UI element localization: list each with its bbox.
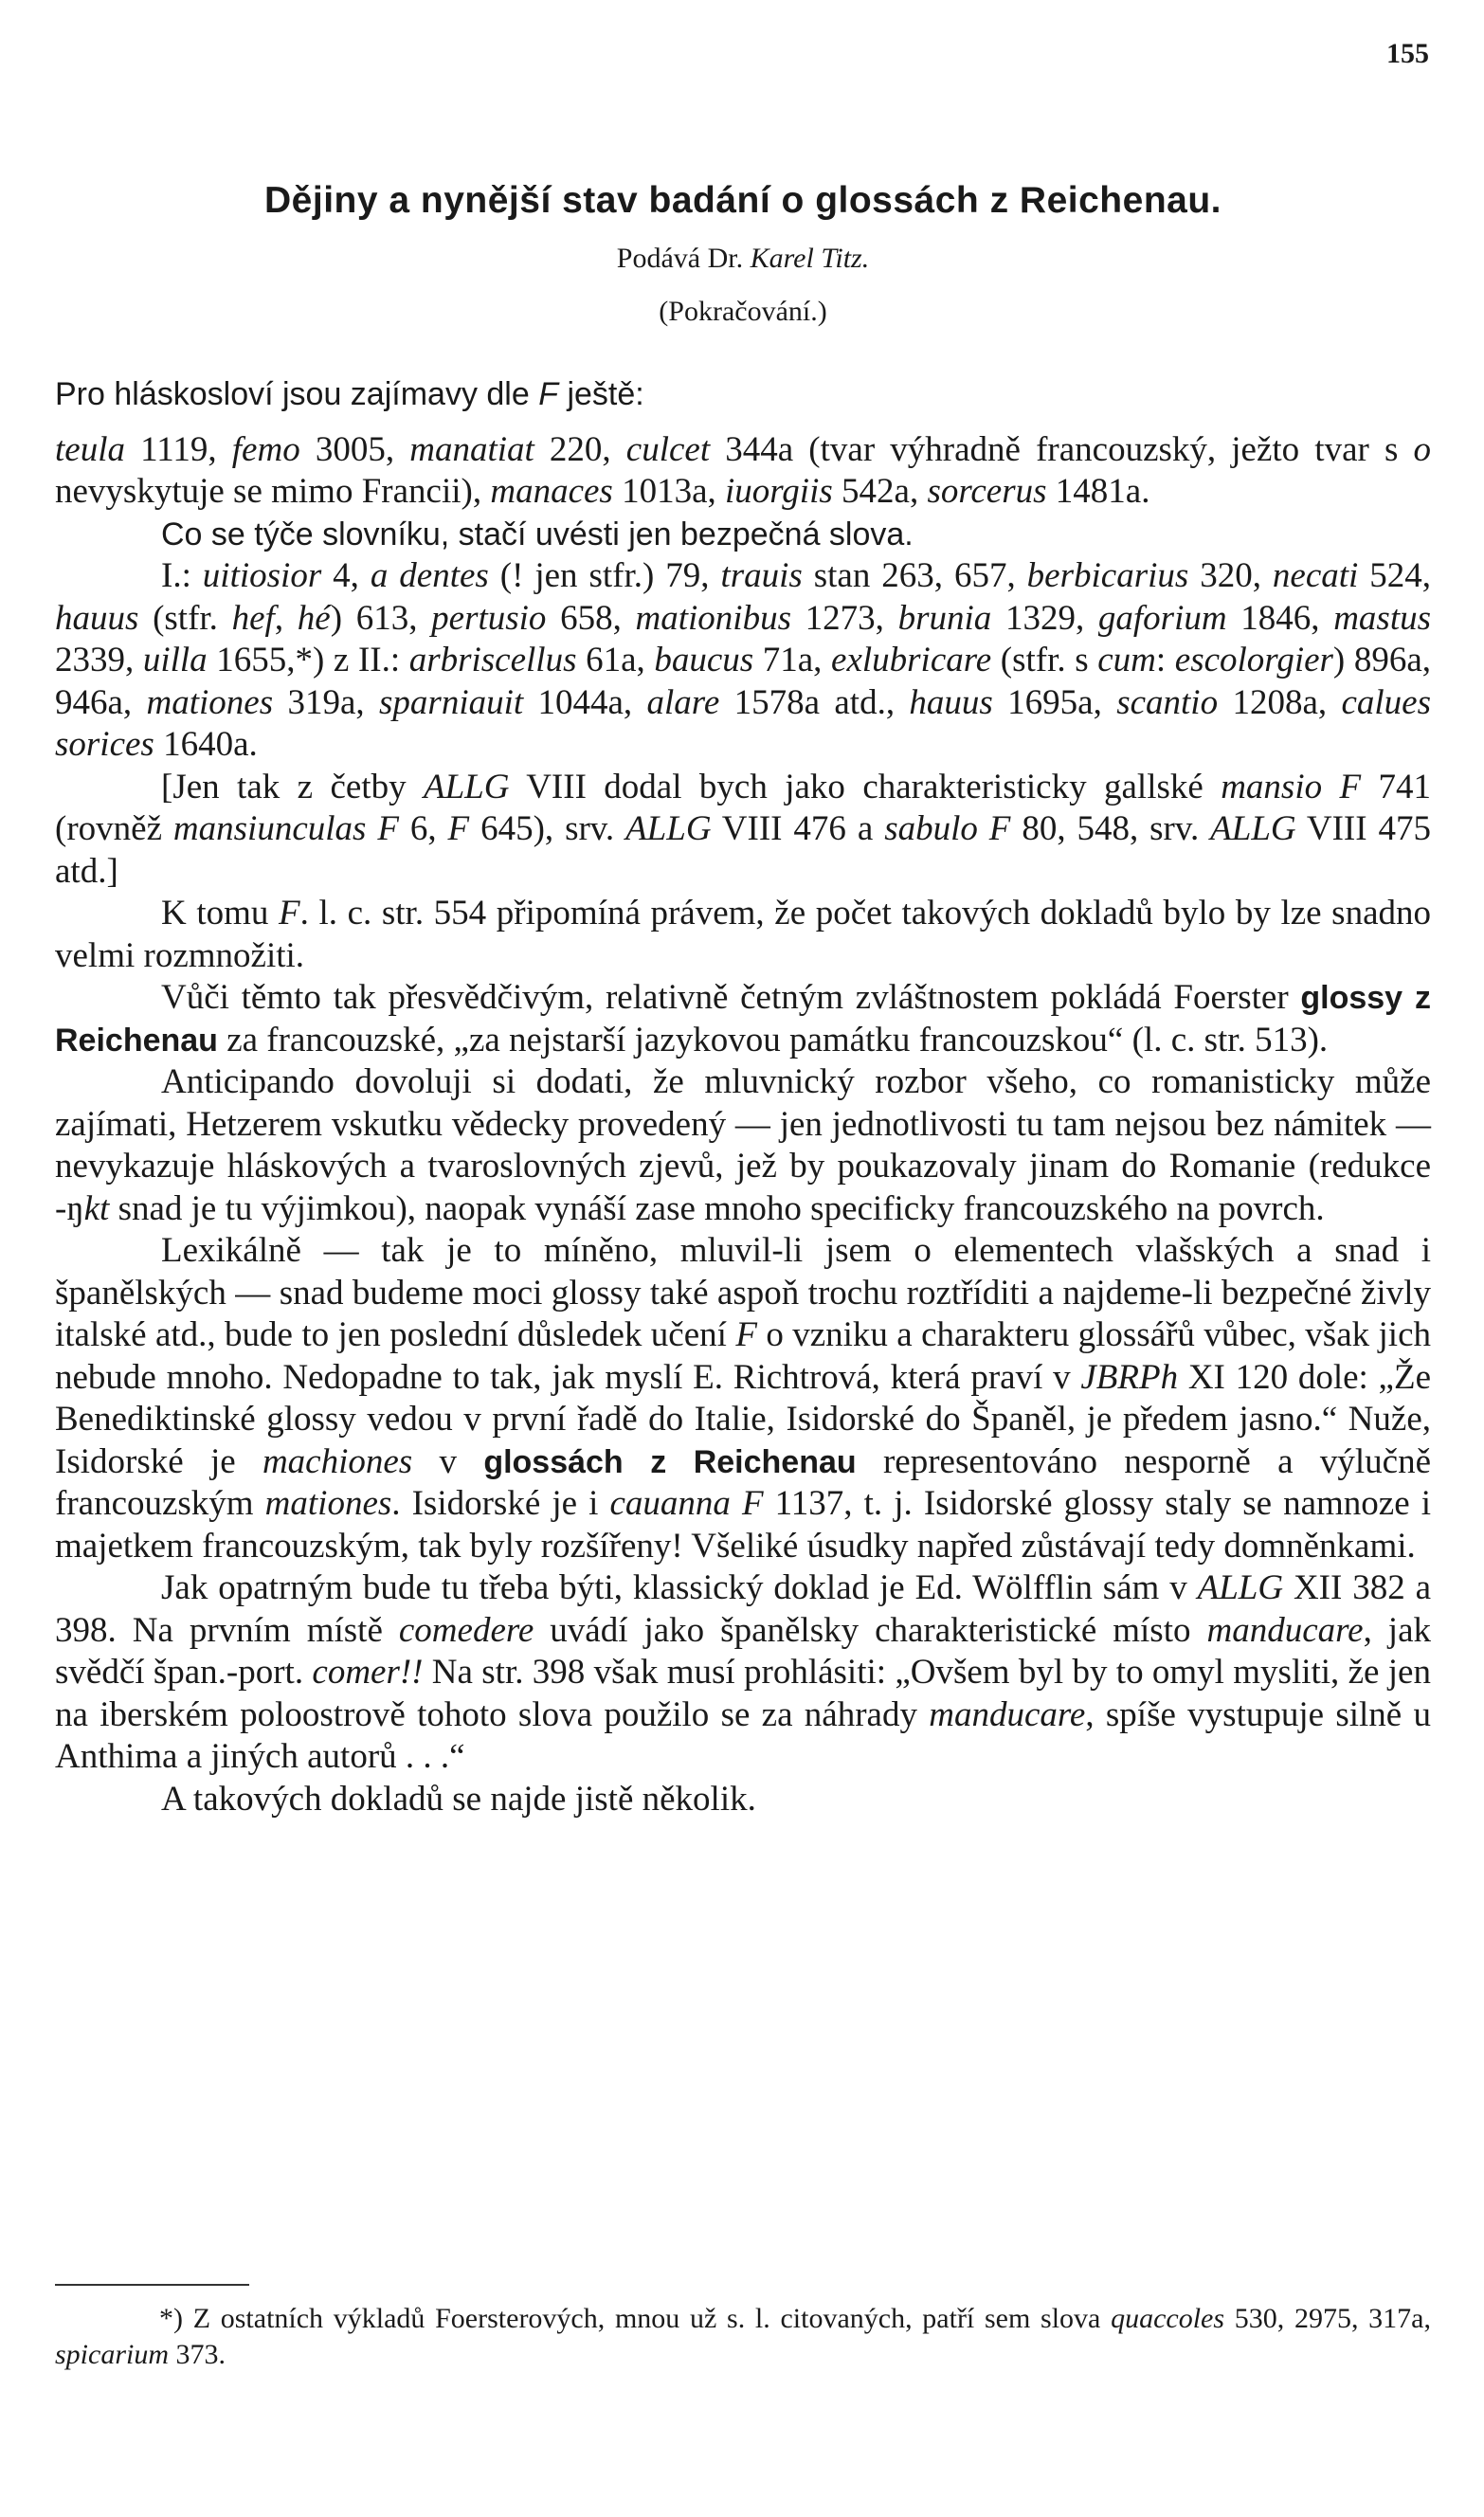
paragraph: I.: uitiosior 4, a dentes (! jen stfr.) 79, trauis stan 263, 657, berbicarius 320, necati 524, hauus (stfr. hef, hé) 613, pertusio 658, mationibus 1273, brunia 1329, gaforium 1846, mastus 2339, uilla 1655,*) z II.: arbriscellus 61a, baucus 71a, exlubricare (stfr. s cum: escolorgier) 896a, 946a, mationes 319a, sparniauit 1044a, alare 1578a atd., hauus 1695a, scantio 1208a, calues sorices 1640a. bbox=[55, 556, 1432, 764]
paragraph: K tomu F. l. c. str. 554 připomíná právem, že počet takových dokladů bylo by lze snadno velmi rozmnožiti. bbox=[55, 894, 1432, 975]
paragraph: [Jen tak z četby ALLG VIII dodal bych jako charakteristicky gallské mansio F 741 (rovněž mansiunculas F 6, F 645), srv. ALLG VIII 476 a sabulo F 80, 548, srv. ALLG VIII 475 atd.] bbox=[55, 767, 1432, 891]
article bbox=[55, 180, 1431, 1820]
paragraph: Jak opatrným bude tu třeba býti, klassický doklad je Ed. Wölfflin sám v ALLG XII 382 a 398. Na prvním místě comedere uvádí jako španělsky charakteristické místo manducare, jak svědčí špan.-port. comer!! Na str. 398 však musí prohlásiti: „Ovšem byl by to omyl mysliti, že jen na iberském poloostrově tohoto slova použilo se za náhrady manducare, spíše vystupuje silně u Anthima a jiných autorů . . .“ bbox=[55, 1568, 1432, 1776]
paragraph: Vůči těmto tak přesvědčivým, relativně četným zvláštnostem pokládá Foerster glossy z Reichenau za francouzské, „za nejstarší jazykovou památku francouzskou“ (l. c. str. 513). bbox=[55, 978, 1431, 1059]
paragraph: Pro hláskosloví jsou zajímavy dle F ještě: bbox=[55, 376, 644, 412]
author-name: Karel Titz. bbox=[750, 243, 870, 274]
byline bbox=[55, 243, 1431, 275]
body-text bbox=[55, 373, 1431, 1820]
paragraph: teula 1119, femo 3005, manatiat 220, culcet 344a (tvar výhradně francouzský, ježto tvar s o nevyskytuje se mimo Francii), manaces 1013a, iuorgiis 542a, sorcerus 1481a. bbox=[55, 429, 1431, 511]
paragraph: Anticipando dovoluji si dodati, že mluvnický rozbor všeho, co romanisticky může zajímati, Hetzerem vskutku vědecky provedený — jen jednotlivosti tu tam nejsou bez námitek — nevykazuje hláskových a tvaroslovných zjevů, jež by poukazovaly jinam do Romanie (redukce -ŋkt snad je tu výjimkou), naopak vynáší zase mnoho specificky francouzského na povrch. bbox=[55, 1062, 1431, 1228]
byline-prefix: Podává Dr. bbox=[616, 243, 744, 274]
footnote: *) Z ostatních výkladů Foersterových, mnou už s. l. citovaných, patří sem slova quaccoles 530, 2975, 317a, spicarium 373. bbox=[55, 2303, 1431, 2370]
paragraph: A takových dokladů se najde jistě několik. bbox=[161, 1779, 756, 1819]
paragraph: Lexikálně — tak je to míněno, mluvil-li jsem o elementech vlašských a snad i španělských — snad budeme moci glossy také aspoň trochu roztříditi a najdeme-li bezpečné živly italské atd., bude to jen poslední důsledek učení F o vzniku a charakteru glossářů vůbec, však jich nebude mnoho. Nedopadne to tak, jak myslí E. Richtrová, která praví v JBRPh XI 120 dole: „Že Benediktinské glossy vedou v první řadě do Italie, Isidorské do Španěl, je předem jasno.“ Nuže, Isidorské je machiones v glossách z Reichenau representováno nesporně a výlučně francouzským mationes. Isidorské je i cauanna F 1137, t. j. Isidorské glossy staly se namnoze i majetkem francouzským, tak byly rozšířeny! Všeliké úsudky napřed zůstávají tedy domněnkami. bbox=[55, 1231, 1432, 1566]
page-number: 155 bbox=[1386, 38, 1429, 69]
continuation-note: (Pokračování.) bbox=[659, 296, 827, 327]
article-title: Dějiny a nynější stav badání o glossách z Reichenau. bbox=[264, 180, 1222, 221]
paragraph: Co se týče slovníku, stačí uvésti jen bezpečná slova. bbox=[161, 516, 914, 552]
footnote-divider bbox=[55, 2284, 249, 2286]
